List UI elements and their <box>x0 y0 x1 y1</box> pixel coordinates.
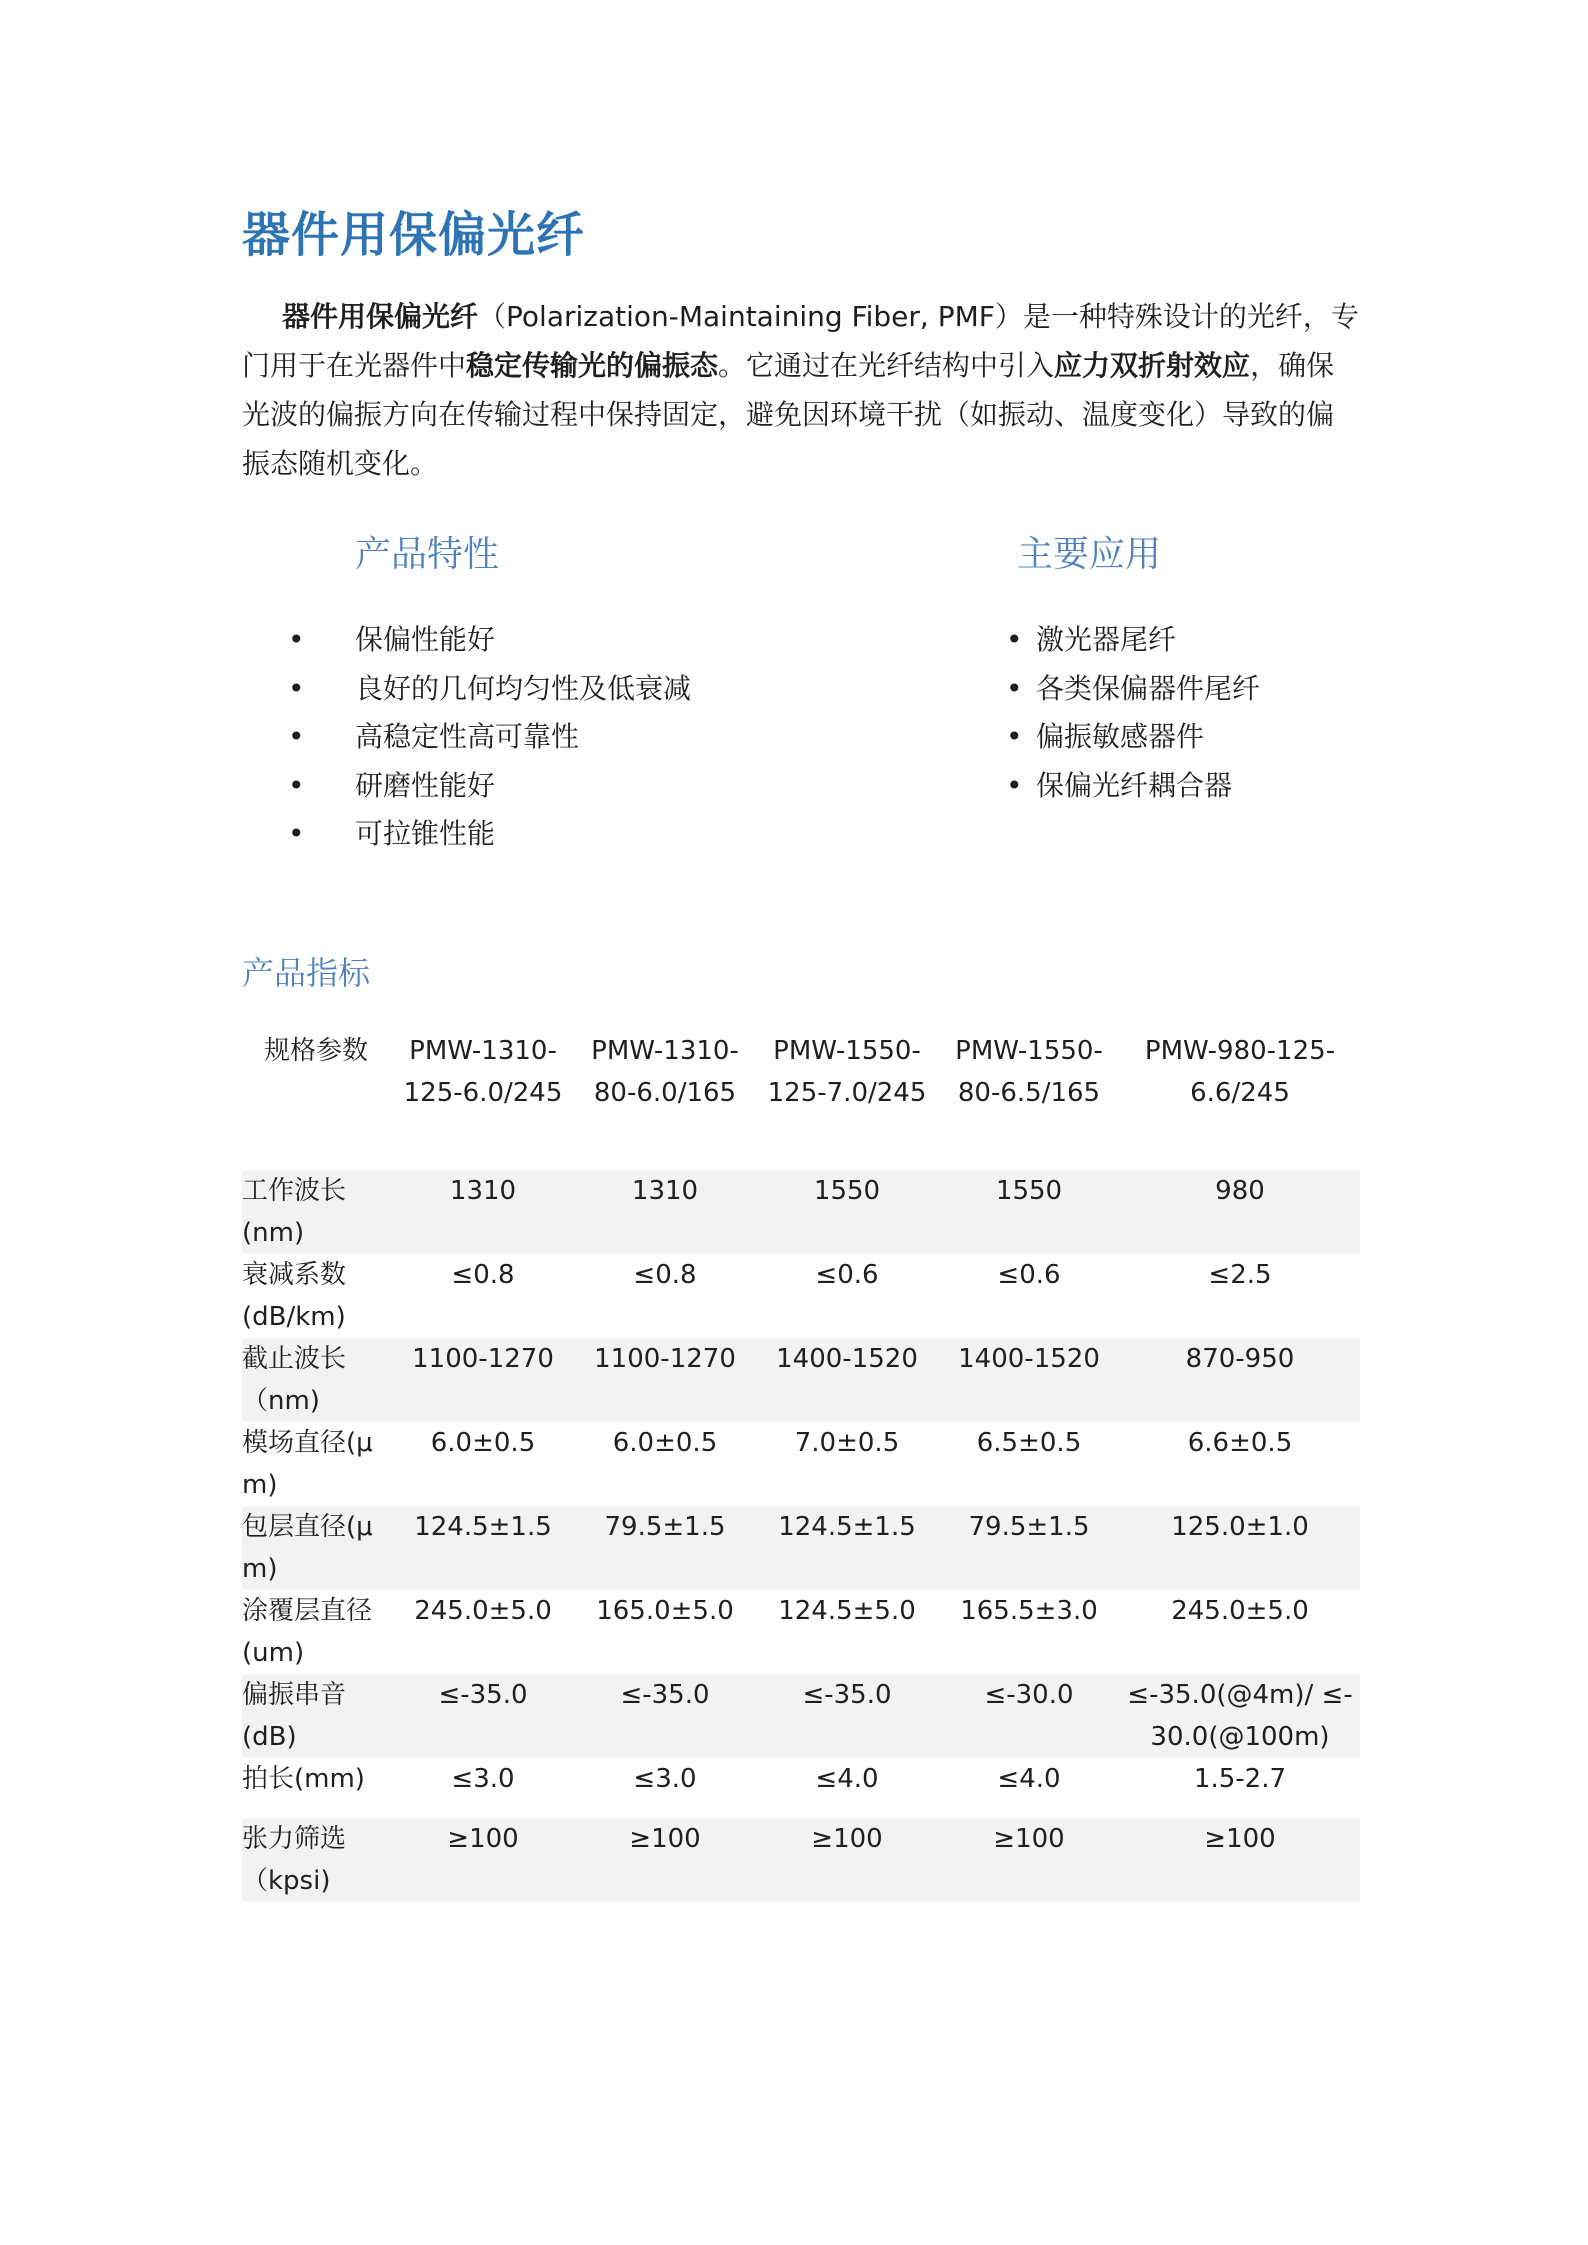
table-cell: 6.0±0.5 <box>612 1428 718 1458</box>
features-list <box>288 616 691 859</box>
bullet-icon: • <box>1006 768 1023 802</box>
header-cell: PMW-1550- 125-7.0/245 <box>767 1036 927 1108</box>
table-cell: 1550 <box>756 1170 938 1254</box>
table-cell: ≤0.6 <box>815 1260 879 1290</box>
table-cell: ≤-35.0(@4m)/ ≤- 30.0(@100m) <box>1120 1674 1360 1758</box>
application-item: • 偏振敏感器件 <box>1006 713 1260 762</box>
bullet-icon: • <box>288 671 305 705</box>
header-cell: PMW-1310- 80-6.0/165 <box>591 1036 739 1108</box>
table-cell: ≤0.8 <box>451 1260 515 1290</box>
table-cell: 1400-1520 <box>756 1338 938 1422</box>
table-row <box>242 1338 1360 1422</box>
table-cell: 包层直径(μ m) <box>242 1506 392 1590</box>
table-cell: ≤-35.0 <box>574 1674 756 1758</box>
table-cell: ≤3.0 <box>633 1764 697 1794</box>
table-row <box>242 1254 1360 1338</box>
table-cell: 张力筛选 （kpsi) <box>242 1818 392 1902</box>
feature-item: • 研磨性能好 <box>288 762 691 811</box>
header-cell: PMW-980-125- 6.6/245 <box>1144 1036 1336 1108</box>
bullet-icon: • <box>288 720 305 753</box>
table-cell: 衰减系数 (dB/km) <box>242 1260 347 1332</box>
intro-term: 器件用保偏光纤 <box>282 300 479 333</box>
bullet-icon: • <box>288 768 305 802</box>
table-cell: ≤0.6 <box>997 1260 1061 1290</box>
table-cell: 124.5±1.5 <box>392 1506 574 1590</box>
bullet-icon: • <box>1006 720 1023 753</box>
table-row <box>242 1422 1360 1506</box>
table-cell: 工作波长 (nm) <box>242 1170 392 1254</box>
table-cell: ≤0.8 <box>633 1260 697 1290</box>
intro-text-3: ，确保光波的偏振方向在传输过程中保持固定，避免因环境干扰（如振动、温度变化）导致的偏振态随机变化。 <box>242 349 1335 480</box>
table-cell: 79.5±1.5 <box>938 1506 1120 1590</box>
table-cell: ≤2.5 <box>1208 1260 1272 1290</box>
table-cell: 124.5±5.0 <box>778 1596 916 1626</box>
application-item: • 保偏光纤耦合器 <box>1006 762 1260 811</box>
table-cell: 偏振串音 (dB) <box>242 1674 392 1758</box>
table-cell: 拍长(mm) <box>242 1764 365 1794</box>
intro-paragraph <box>242 292 1360 488</box>
header-cell: 规格参数 <box>264 1036 369 1066</box>
table-row <box>242 1506 1360 1590</box>
applications-list <box>1006 616 1260 810</box>
table-cell: 79.5±1.5 <box>574 1506 756 1590</box>
table-cell: 6.5±0.5 <box>976 1428 1082 1458</box>
table-cell: 1310 <box>574 1170 756 1254</box>
table-cell: 125.0±1.0 <box>1120 1506 1360 1590</box>
intro-text-1: （Polarization-Maintaining Fiber, PMF）是一种特殊设计的光纤，专门用于在光器件中 <box>242 300 1359 382</box>
table-cell: 1550 <box>938 1170 1120 1254</box>
bullet-icon: • <box>288 817 305 850</box>
table-cell: ≥100 <box>938 1818 1120 1902</box>
table-cell: 124.5±1.5 <box>756 1506 938 1590</box>
bullet-icon: • <box>288 623 305 656</box>
feature-item: • 可拉锥性能 <box>288 810 691 859</box>
intro-text-2: 。它通过在光纤结构中引入 <box>718 349 1055 382</box>
bullet-icon: • <box>1006 623 1023 656</box>
table-cell: ≥100 <box>392 1818 574 1902</box>
table-row <box>242 1818 1360 1902</box>
specs-heading: 产品指标 <box>242 954 371 992</box>
header-cell: PMW-1310- 125-6.0/245 <box>403 1036 563 1108</box>
intro-bold-1: 稳定传输光的偏振态 <box>466 349 719 382</box>
table-cell: ≤-35.0 <box>756 1674 938 1758</box>
applications-heading: 主要应用 <box>1017 534 1162 575</box>
table-cell: ≤-35.0 <box>392 1674 574 1758</box>
table-cell: 截止波长 （nm) <box>242 1338 392 1422</box>
table-cell: 1100-1270 <box>574 1338 756 1422</box>
table-cell: 1400-1520 <box>938 1338 1120 1422</box>
page-title: 器件用保偏光纤 <box>242 207 586 263</box>
table-cell: 1310 <box>392 1170 574 1254</box>
application-item: • 激光器尾纤 <box>1006 616 1260 665</box>
table-cell: ≥100 <box>574 1818 756 1902</box>
table-cell: ≥100 <box>756 1818 938 1902</box>
table-cell: 涂覆层直径 (um) <box>242 1596 373 1668</box>
table-row <box>242 1674 1360 1758</box>
table-cell: 165.0±5.0 <box>596 1596 734 1626</box>
table-cell: 870-950 <box>1120 1338 1360 1422</box>
table-cell: ≤3.0 <box>451 1764 515 1794</box>
table-cell: 1100-1270 <box>392 1338 574 1422</box>
features-heading: 产品特性 <box>355 534 500 575</box>
table-cell: ≤-30.0 <box>938 1674 1120 1758</box>
specs-table <box>242 1022 1360 1902</box>
table-cell: 1.5-2.7 <box>1193 1764 1287 1794</box>
table-cell: 6.6±0.5 <box>1187 1428 1293 1458</box>
table-cell: 165.5±3.0 <box>960 1596 1098 1626</box>
table-cell: 245.0±5.0 <box>1171 1596 1309 1626</box>
table-cell: 7.0±0.5 <box>794 1428 900 1458</box>
table-cell: 6.0±0.5 <box>430 1428 536 1458</box>
table-cell: ≤4.0 <box>997 1764 1061 1794</box>
table-row <box>242 1170 1360 1254</box>
table-header-row <box>242 1022 1360 1170</box>
table-row <box>242 1590 1360 1674</box>
intro-bold-2: 应力双折射效应 <box>1054 349 1251 382</box>
feature-item: • 良好的几何均匀性及低衰减 <box>288 665 691 714</box>
table-row <box>242 1758 1360 1818</box>
table-cell: 模场直径(μ m) <box>242 1428 373 1500</box>
header-cell: PMW-1550- 80-6.5/165 <box>955 1036 1103 1108</box>
feature-item: • 高稳定性高可靠性 <box>288 713 691 762</box>
application-item: • 各类保偏器件尾纤 <box>1006 665 1260 714</box>
feature-item: • 保偏性能好 <box>288 616 691 665</box>
table-cell: ≥100 <box>1120 1818 1360 1902</box>
bullet-icon: • <box>1006 671 1023 705</box>
table-cell: 245.0±5.0 <box>414 1596 552 1626</box>
table-cell: 980 <box>1120 1170 1360 1254</box>
table-cell: ≤4.0 <box>815 1764 879 1794</box>
